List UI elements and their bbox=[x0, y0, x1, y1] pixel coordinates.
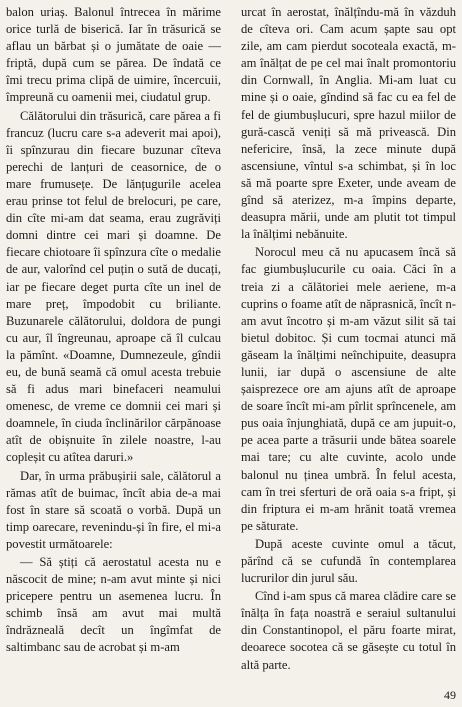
page-number: 49 bbox=[444, 688, 456, 702]
paragraph: După aceste cuvinte omul a tăcut, părînd că se cufundă în contemplarea lucrurilor din jurul său. bbox=[241, 536, 456, 586]
paragraph: Călătorului din trăsurică, care părea a fi francuz (lucru care s-a adeverit mai apoi), îi spînzurau din fiecare buzunar cîteva perechi de lanțuri de ceasornice, de o mare frumusețe. De lănțugurile acelea erau prinse tot felul de brelocuri, pe care, din cîte mi-am dat seama, erau zugrăviți domni dintre cei mari și doamne. De fiecare chiotoare îi spînzura cîte o medalie de aur, valorînd cel puțin o sută de ducați, iar pe fiecare deget purta cîte un inel de mare preț, împodobit cu briliante. Buzunarele călătorului, doldora de pungi cu aur, îl îngreunau, aproape că îl culcau la pămînt. «Doamne, Dumnezeule, gîndii eu, de bună seamă că omul acesta trebuie să fi adus mari binefaceri neamului omenesc, de vreme ce domnii cei mari și doamnele, în ciuda înclinărilor cărpănoase atît de obișnuite în zilele noastre, l-au copleșit cu atîtea daruri.» bbox=[6, 108, 221, 465]
paragraph: balon uriaș. Balonul întrecea în mărime orice turlă de biserică. Iar în trăsurică se aflau un bărbat și o jumătate de oaie — friptă, după cum se părea. De îndată ce îmi trecu prima clipă de uimire, încercuii, împreună cu oamenii mei, ciudatul grup. bbox=[6, 5, 221, 105]
paragraph: Norocul meu că nu apucasem încă să fac giumbușlucurile cu oaia. Căci în a treia zi a călătoriei mele aeriene, m-a cuprins o foame atît de năprasnică, încît n-am avut încotro și m-am văzut silit să tai bietul dobitoc. Și cum tocmai atunci mă găseam la înălțimi neînchipuite, deasupra lunii, iar după o ascensiune de alte șaisprezece ore am ajuns atît de aproape de soare încît mi-am pîrlit sprîncenele, am pus oaia înjunghiată, după ce am jupuit-o, pe acea parte a trăsurii unde bătea soarele mai tare; cu alte cuvinte, acolo unde balonul nu ținea umbră. În felul acesta, cam în trei sferturi de oră oaia s-a fript, și din friptura ei m-am hrănit toată vremea pe săturate. bbox=[241, 245, 456, 533]
paragraph: Cînd i-am spus că marea clădire care se înălța în fața noastră e seraiul sultanului din Constantinopol, el păru foarte mirat, deoarece socotea că se găsește cu totul în altă parte. bbox=[241, 589, 456, 672]
paragraph: Dar, în urma prăbușirii sale, călătorul a rămas atît de buimac, încît abia de-a mai fost în stare să scoată o vorbă. După un timp oarecare, revenindu-și în fire, el mi-a povestit următoarele: bbox=[6, 468, 221, 551]
paragraph: urcat în aerostat, înălțîndu-mă în văzduh de cîteva ori. Cam acum șapte sau opt zile, am cam pierdut socoteala exactă, m-am înălțat de pe cel mai înalt promontoriu din Cornwall, în Anglia. Mi-am luat cu mine și o oaie, gîndind să fac cu ea fel de fel de giumbușlucuri, spre hazul miilor de gură-cască veniți să mă privească. Din nefericire, însă, la zece minute după ascensiune, vîntul s-a schimbat, și în loc să mă poarte spre Exeter, unde aveam de gînd să aterizez, m-a împins departe, deasupra mării, unde am plutit tot timpul la înălțimi nebănuite. bbox=[241, 5, 456, 242]
right-column bbox=[241, 4, 456, 674]
paragraph: — Să știți că aerostatul acesta nu e născocit de mine; n-am avut minte și nici pricepere pentru un asemenea lucru. În schimb însă am avut mai multă îndrăzneală decît un îngîmfat de saltimbanc sau de acrobat și m-am bbox=[6, 555, 221, 655]
left-column bbox=[6, 4, 221, 657]
